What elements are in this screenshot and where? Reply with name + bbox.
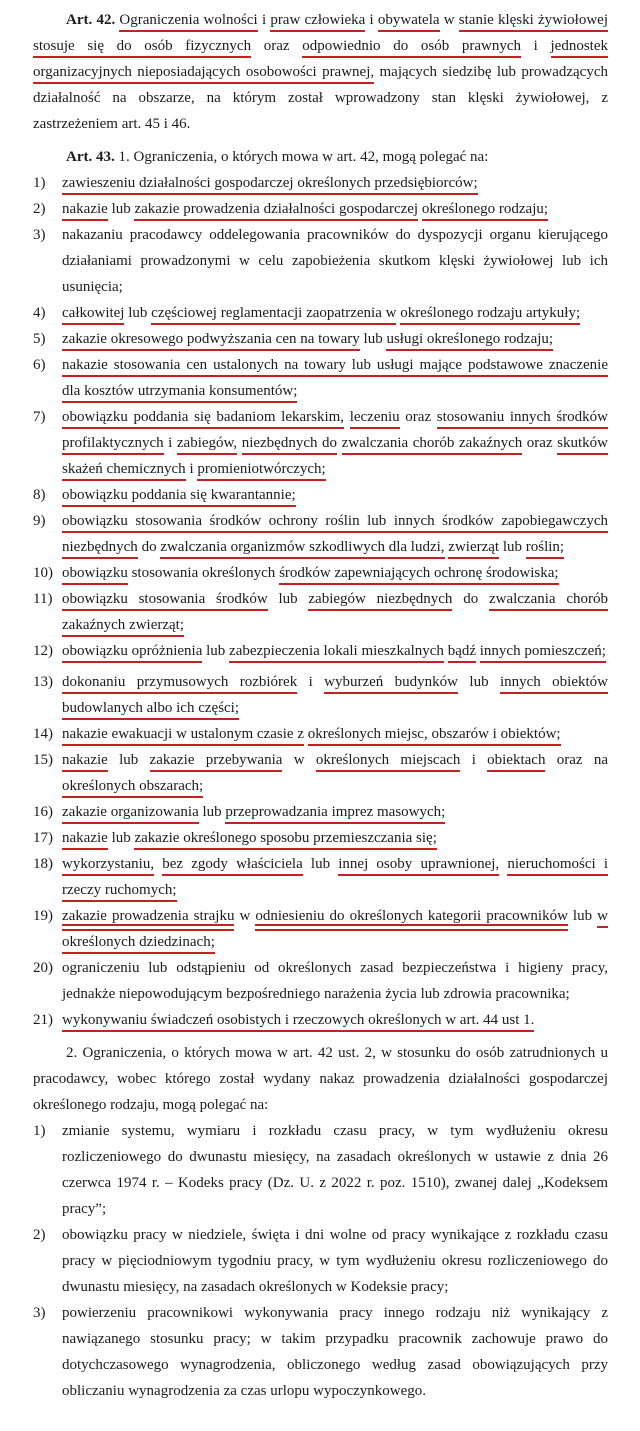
- list-item-text: [62, 305, 580, 325]
- red-underlined-text: obywatela: [378, 12, 440, 32]
- red-underlined-text: zakazie organizowania: [62, 804, 199, 824]
- text-run: i: [257, 12, 271, 28]
- list-item-text: [62, 175, 478, 195]
- red-underlined-text: Ograniczenia wolności: [119, 12, 257, 32]
- text-run: lub: [124, 305, 152, 321]
- red-underlined-text: nakazie: [62, 830, 108, 850]
- text-run: lub: [302, 856, 339, 872]
- red-underlined-text: innych pomieszczeń;: [480, 643, 606, 663]
- text-run: oraz: [522, 435, 558, 451]
- red-underlined-text: wyburzeń budynków: [324, 674, 458, 694]
- list-item-number: 19): [33, 908, 53, 924]
- red-underlined-text: roślin;: [526, 539, 564, 559]
- text-run: i: [163, 435, 177, 451]
- list-item-text: [62, 513, 608, 559]
- ust2-item-3: [33, 1300, 608, 1404]
- red-underlined-text: niezbędnych do: [242, 435, 337, 455]
- text-run: 1. Ograniczenia, o których mowa w art. 42, mogą polegać na:: [118, 149, 489, 165]
- list-item-number: 9): [33, 513, 46, 529]
- red-underlined-text: w określonych dziedzinach;: [62, 908, 608, 954]
- list-item-number: 11): [33, 591, 53, 607]
- item-21: [33, 1007, 608, 1033]
- red-underlined-text: zwalczania organizmów szkodliwych dla ludzi,: [160, 539, 444, 559]
- item-11: [33, 586, 608, 638]
- red-underlined-text: zakazie przebywania: [150, 752, 283, 772]
- red-underlined-text: nakazie ewakuacji w ustalonym czasie z: [62, 726, 304, 746]
- item-3: [33, 222, 608, 300]
- red-underlined-text: nakazie stosowania cen ustalonych na towary lub usługi mające podstawowe znaczenie dla kosztów utrzymania konsumentów;: [62, 357, 608, 403]
- red-underlined-text: praw człowieka: [270, 12, 365, 32]
- text-run: w: [234, 908, 256, 924]
- list-item-text: [62, 856, 608, 902]
- text-run: [344, 409, 350, 425]
- item-19: [33, 903, 608, 955]
- text-run: powierzeniu pracownikowi wykonywania pracy innego rodzaju niż wynikający z nawiązanego stosunku pracy; w takim przypadku pracownik zachowuje prawo do dotychczasowego wynagrodzenia, obliczonego według zasad obowiązujących przy obliczaniu wynagrodzenia za czas urlopu wypoczynkowego.: [62, 1305, 608, 1399]
- text-run: lub: [198, 804, 226, 820]
- list-item-text: [62, 726, 561, 746]
- text-run: lub: [267, 591, 309, 607]
- red-underlined-text: stanie klęski żywiołowej: [459, 12, 608, 32]
- red-underlined-text: zabiegów niezbędnych: [308, 591, 452, 611]
- red-underlined-text: obowiązku poddania się kwarantannie;: [62, 487, 296, 507]
- text-run: lub: [107, 752, 150, 768]
- list-item-number: 14): [33, 726, 53, 742]
- red-underlined-text: niezbędnych: [62, 539, 138, 559]
- list-item-text: [62, 409, 608, 481]
- text-run: oraz: [251, 38, 303, 54]
- item-10: [33, 560, 608, 586]
- red-underlined-text: obowiązku poddania się badaniom lekarskim,: [62, 409, 344, 429]
- text-run: i: [297, 674, 325, 690]
- red-underlined-text: leczeniu: [350, 409, 400, 429]
- red-underlined-text: innych obiektów budowlanych albo ich części;: [62, 674, 608, 720]
- list-item-number: 7): [33, 409, 46, 425]
- red-underlined-text: usługi określonego rodzaju;: [386, 331, 553, 351]
- list-item-text: [62, 331, 553, 351]
- item-4: [33, 300, 608, 326]
- red-underlined-text: określonych miejscach: [316, 752, 461, 772]
- red-underlined-text: nakazie: [62, 201, 108, 221]
- list-item-text: [62, 227, 608, 295]
- list-item-text: [62, 960, 608, 1002]
- text-run: w: [439, 12, 459, 28]
- red-underlined-text: nieruchomości i rzeczy ruchomych;: [62, 856, 608, 902]
- item-16: [33, 799, 608, 825]
- text-run: do: [137, 539, 161, 555]
- list-item-number: 18): [33, 856, 53, 872]
- red-underlined-text: zabiegów,: [177, 435, 237, 455]
- item-5: [33, 326, 608, 352]
- list-item-text: [62, 908, 608, 954]
- text-run: [237, 435, 242, 451]
- item-6: [33, 352, 608, 404]
- red-underlined-text: wykorzystaniu,: [62, 856, 154, 876]
- list-item-number: 2): [33, 201, 46, 217]
- red-underlined-text: obowiązku: [62, 565, 128, 585]
- text-run: lub: [202, 643, 230, 659]
- red-underlined-text: określonych obszarach;: [62, 778, 203, 798]
- red-underlined-text: wykonywaniu świadczeń osobistych i rzeczowych określonych w art. 44 ust 1.: [62, 1012, 534, 1032]
- text-run: i: [185, 461, 198, 477]
- text-run: lub: [567, 908, 598, 924]
- list-item-number: 3): [33, 1305, 46, 1321]
- red-underlined-text: bez zgody właściciela: [162, 856, 302, 876]
- red-underlined-text: zwalczania chorób zakaźnych zwierząt;: [62, 591, 608, 637]
- red-underlined-text: zakazie okresowego podwyższania cen na towary: [62, 331, 360, 351]
- list-item-text: [62, 357, 608, 403]
- text-run: zmianie systemu, wymiaru i rozkładu czasu pracy, w tym wydłużeniu okresu rozliczeniowego do dwunastu miesięcy, na zasadach określonych w ustawie z dnia 26 czerwca 1974 r. – Kodeks pracy (Dz. U. z 2022 r. poz. 1510), zwanej dalej „Kodeksem pracy”;: [62, 1123, 608, 1217]
- list-item-number: 5): [33, 331, 46, 347]
- list-item-text: [62, 1123, 608, 1217]
- red-underlined-text: zakazie prowadzenia działalności gospodarczej: [134, 201, 418, 221]
- list-item-text: [62, 1227, 608, 1295]
- ust2-item-2: [33, 1222, 608, 1300]
- text-run: 2. Ograniczenia, o których mowa w art. 42 ust. 2, w stosunku do osób zatrudnionych u pracodawcy, wobec którego został wydany nakaz prowadzenia działalności gospodarczej określonego rodzaju, mogą polegać na:: [33, 1045, 608, 1113]
- list-item-number: 17): [33, 830, 53, 846]
- list-item-number: 2): [33, 1227, 46, 1243]
- red-underlined-text: określonego rodzaju artykuły;: [400, 305, 580, 325]
- item-8: [33, 482, 608, 508]
- text-run: ograniczeniu lub odstąpieniu od określonych zasad bezpieczeństwa i higieny pracy, jednakże niepowodującym bezpośredniego narażenia życia lub zdrowia pracownika;: [62, 960, 608, 1002]
- red-underlined-text: promieniotwórczych;: [197, 461, 325, 481]
- red-underlined-text: zawieszeniu działalności gospodarczej określonych przedsiębiorców;: [62, 175, 478, 195]
- text-run: stosowania określonych: [127, 565, 280, 581]
- red-underlined-text: określonych miejsc, obszarów i obiektów;: [308, 726, 561, 746]
- red-underlined-text: zwalczania chorób zakaźnych: [342, 435, 523, 455]
- red-underlined-text: zabezpieczenia lokali mieszkalnych: [229, 643, 444, 663]
- list-item-number: 16): [33, 804, 53, 820]
- red-underlined-text: zakazie określonego sposobu przemieszczania się;: [134, 830, 436, 850]
- list-item-text: [62, 674, 608, 720]
- list-item-text: [62, 1012, 534, 1032]
- list-item-text: [62, 643, 606, 663]
- red-underlined-text: skażeń chemicznych: [62, 461, 186, 481]
- list-item-number: 10): [33, 565, 53, 581]
- text-run: oraz: [399, 409, 437, 425]
- red-underlined-text: częściowej reglamentacji zaopatrzenia w: [151, 305, 396, 325]
- text-run: lub: [107, 201, 135, 217]
- item-7: [33, 404, 608, 482]
- list-item-number: 4): [33, 305, 46, 321]
- text-run: mających siedzibę lub prowadzących działalność na obszarze, na którym został wprowadzony stan klęski żywiołowej, z zastrzeżeniem art. 45 i 46.: [33, 64, 608, 132]
- red-underlined-text: określonego rodzaju;: [422, 201, 548, 221]
- text-run: i: [521, 38, 551, 54]
- red-underlined-text: skutków: [557, 435, 608, 455]
- list-item-text: [62, 1305, 608, 1399]
- red-underlined-text: zwierząt: [448, 539, 499, 559]
- text-run: i: [460, 752, 488, 768]
- red-underlined-text: obowiązku stosowania środków: [62, 591, 268, 611]
- red-underlined-text: odniesieniu do określonych kategorii pracowników: [255, 908, 568, 931]
- red-underlined-text: całkowitej: [62, 305, 124, 325]
- ust2-item-1: [33, 1118, 608, 1222]
- text-run: nakazaniu pracodawcy oddelegowania pracowników do dyspozycji organu kierującego działaniami prowadzonymi w celu zapobieżenia skutkom klęski żywiołowej lub ich usunięcia;: [62, 227, 608, 295]
- red-underlined-text: bądź: [448, 643, 476, 663]
- article-label: Art. 43.: [66, 149, 119, 165]
- list-item-text: [62, 804, 445, 824]
- text-run: lub: [458, 674, 500, 690]
- red-underlined-text: środków zapewniających ochronę środowiska;: [279, 565, 559, 585]
- item-1: [33, 170, 608, 196]
- article-label: Art. 42.: [66, 12, 120, 28]
- list-item-text: [62, 565, 559, 585]
- list-item-number: 21): [33, 1012, 53, 1028]
- art-42-paragraph: [33, 7, 608, 137]
- list-item-text: [62, 752, 608, 798]
- red-underlined-text: dokonaniu przymusowych rozbiórek: [62, 674, 297, 694]
- text-run: i: [365, 12, 378, 28]
- text-run: obowiązku pracy w niedziele, święta i dni wolne od pracy wynikające z rozkładu czasu pracy w pięciodniowym tygodniu pracy, w tym wydłużeniu okresu rozliczeniowego do dwunastu miesięcy, na zasadach określonych w Kodeksie pracy;: [62, 1227, 608, 1295]
- red-underlined-text: odpowiednio do osób prawnych: [302, 38, 521, 58]
- item-18: [33, 851, 608, 903]
- red-underlined-text: obowiązku stosowania środków ochrony roślin lub innych środków zapobiegawczych: [62, 513, 608, 533]
- item-2: [33, 196, 608, 222]
- text-run: w: [282, 752, 316, 768]
- list-item-number: 6): [33, 357, 46, 373]
- item-9: [33, 508, 608, 560]
- red-underlined-text: jednostek: [551, 38, 609, 58]
- list-item-text: [62, 201, 548, 221]
- list-item-number: 1): [33, 1123, 46, 1139]
- red-underlined-text: stosuje się do osób fizycznych: [33, 38, 251, 58]
- list-item-number: 8): [33, 487, 46, 503]
- list-item-number: 15): [33, 752, 53, 768]
- text-run: oraz na: [545, 752, 608, 768]
- art-43-intro: [33, 144, 608, 170]
- red-underlined-text: nakazie: [62, 752, 108, 772]
- red-underlined-text: zakazie prowadzenia strajku: [62, 908, 234, 931]
- text-run: lub: [359, 331, 387, 347]
- item-17: [33, 825, 608, 851]
- text-run: [337, 435, 342, 451]
- item-13: [33, 669, 608, 721]
- red-underlined-text: innej osoby uprawnionej,: [338, 856, 499, 876]
- list-item-number: 13): [33, 674, 53, 690]
- list-item-number: 12): [33, 643, 53, 659]
- red-underlined-text: organizacyjnych nieposiadających osobowości prawnej,: [33, 64, 374, 84]
- list-item-text: [62, 591, 608, 637]
- red-underlined-text: profilaktycznych: [62, 435, 164, 455]
- text-run: lub: [107, 830, 135, 846]
- red-underlined-text: przeprowadzania imprez masowych;: [225, 804, 445, 824]
- text-run: do: [452, 591, 489, 607]
- item-14: [33, 721, 608, 747]
- red-underlined-text: obowiązku opróżnienia: [62, 643, 202, 663]
- list-item-text: [62, 830, 437, 850]
- art-43-ust-2-paragraph: [33, 1040, 608, 1118]
- item-15: [33, 747, 608, 799]
- list-item-text: [62, 487, 296, 507]
- list-item-number: 1): [33, 175, 46, 191]
- item-20: [33, 955, 608, 1007]
- red-underlined-text: obiektach: [487, 752, 545, 772]
- text-run: lub: [499, 539, 526, 555]
- item-12: [33, 638, 608, 664]
- list-item-number: 20): [33, 960, 53, 976]
- list-item-number: 3): [33, 227, 46, 243]
- red-underlined-text: stosowaniu innych środków: [437, 409, 608, 429]
